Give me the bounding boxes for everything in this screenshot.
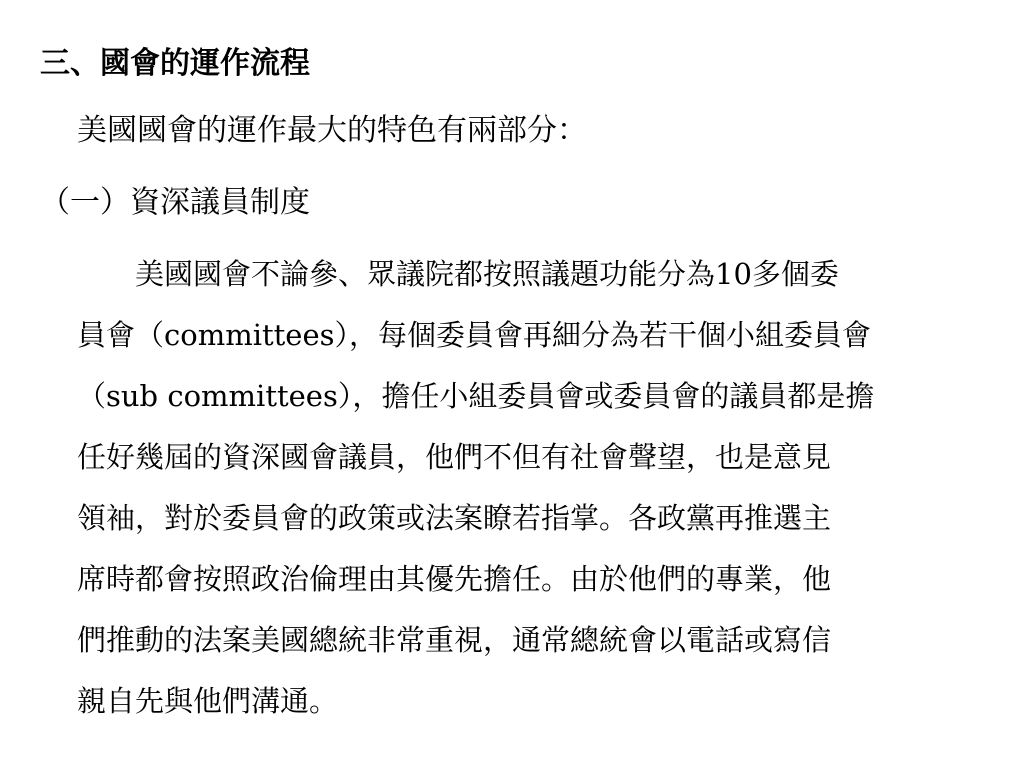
- body-line: 們推動的法案美國總統非常重視，通常總統會以電話或寫信: [77, 623, 832, 657]
- body-line: 員會（committees），每個委員會再細分為若干個小組委員會: [77, 318, 871, 352]
- body-line: 親自先與他們溝通。: [77, 684, 339, 718]
- body-line: 美國國會不論參、眾議院都按照議題功能分為10多個委: [135, 257, 839, 291]
- body-line: 席時都會按照政治倫理由其優先擔任。由於他們的專業，他: [77, 562, 832, 596]
- body-paragraph: [77, 244, 977, 732]
- body-line: 領袖，對於委員會的政策或法案瞭若指掌。各政黨再推選主: [77, 501, 832, 535]
- body-line: （sub committees），擔任小組委員會或委員會的議員都是擔: [77, 379, 875, 413]
- subsection-heading: （一）資深議員制度: [40, 185, 310, 220]
- body-line: 任好幾屆的資深國會議員，他們不但有社會聲望，也是意見: [77, 440, 832, 474]
- section-heading: 三、國會的運作流程: [40, 46, 310, 81]
- intro-text: 美國國會的運作最大的特色有兩部分：: [77, 113, 587, 148]
